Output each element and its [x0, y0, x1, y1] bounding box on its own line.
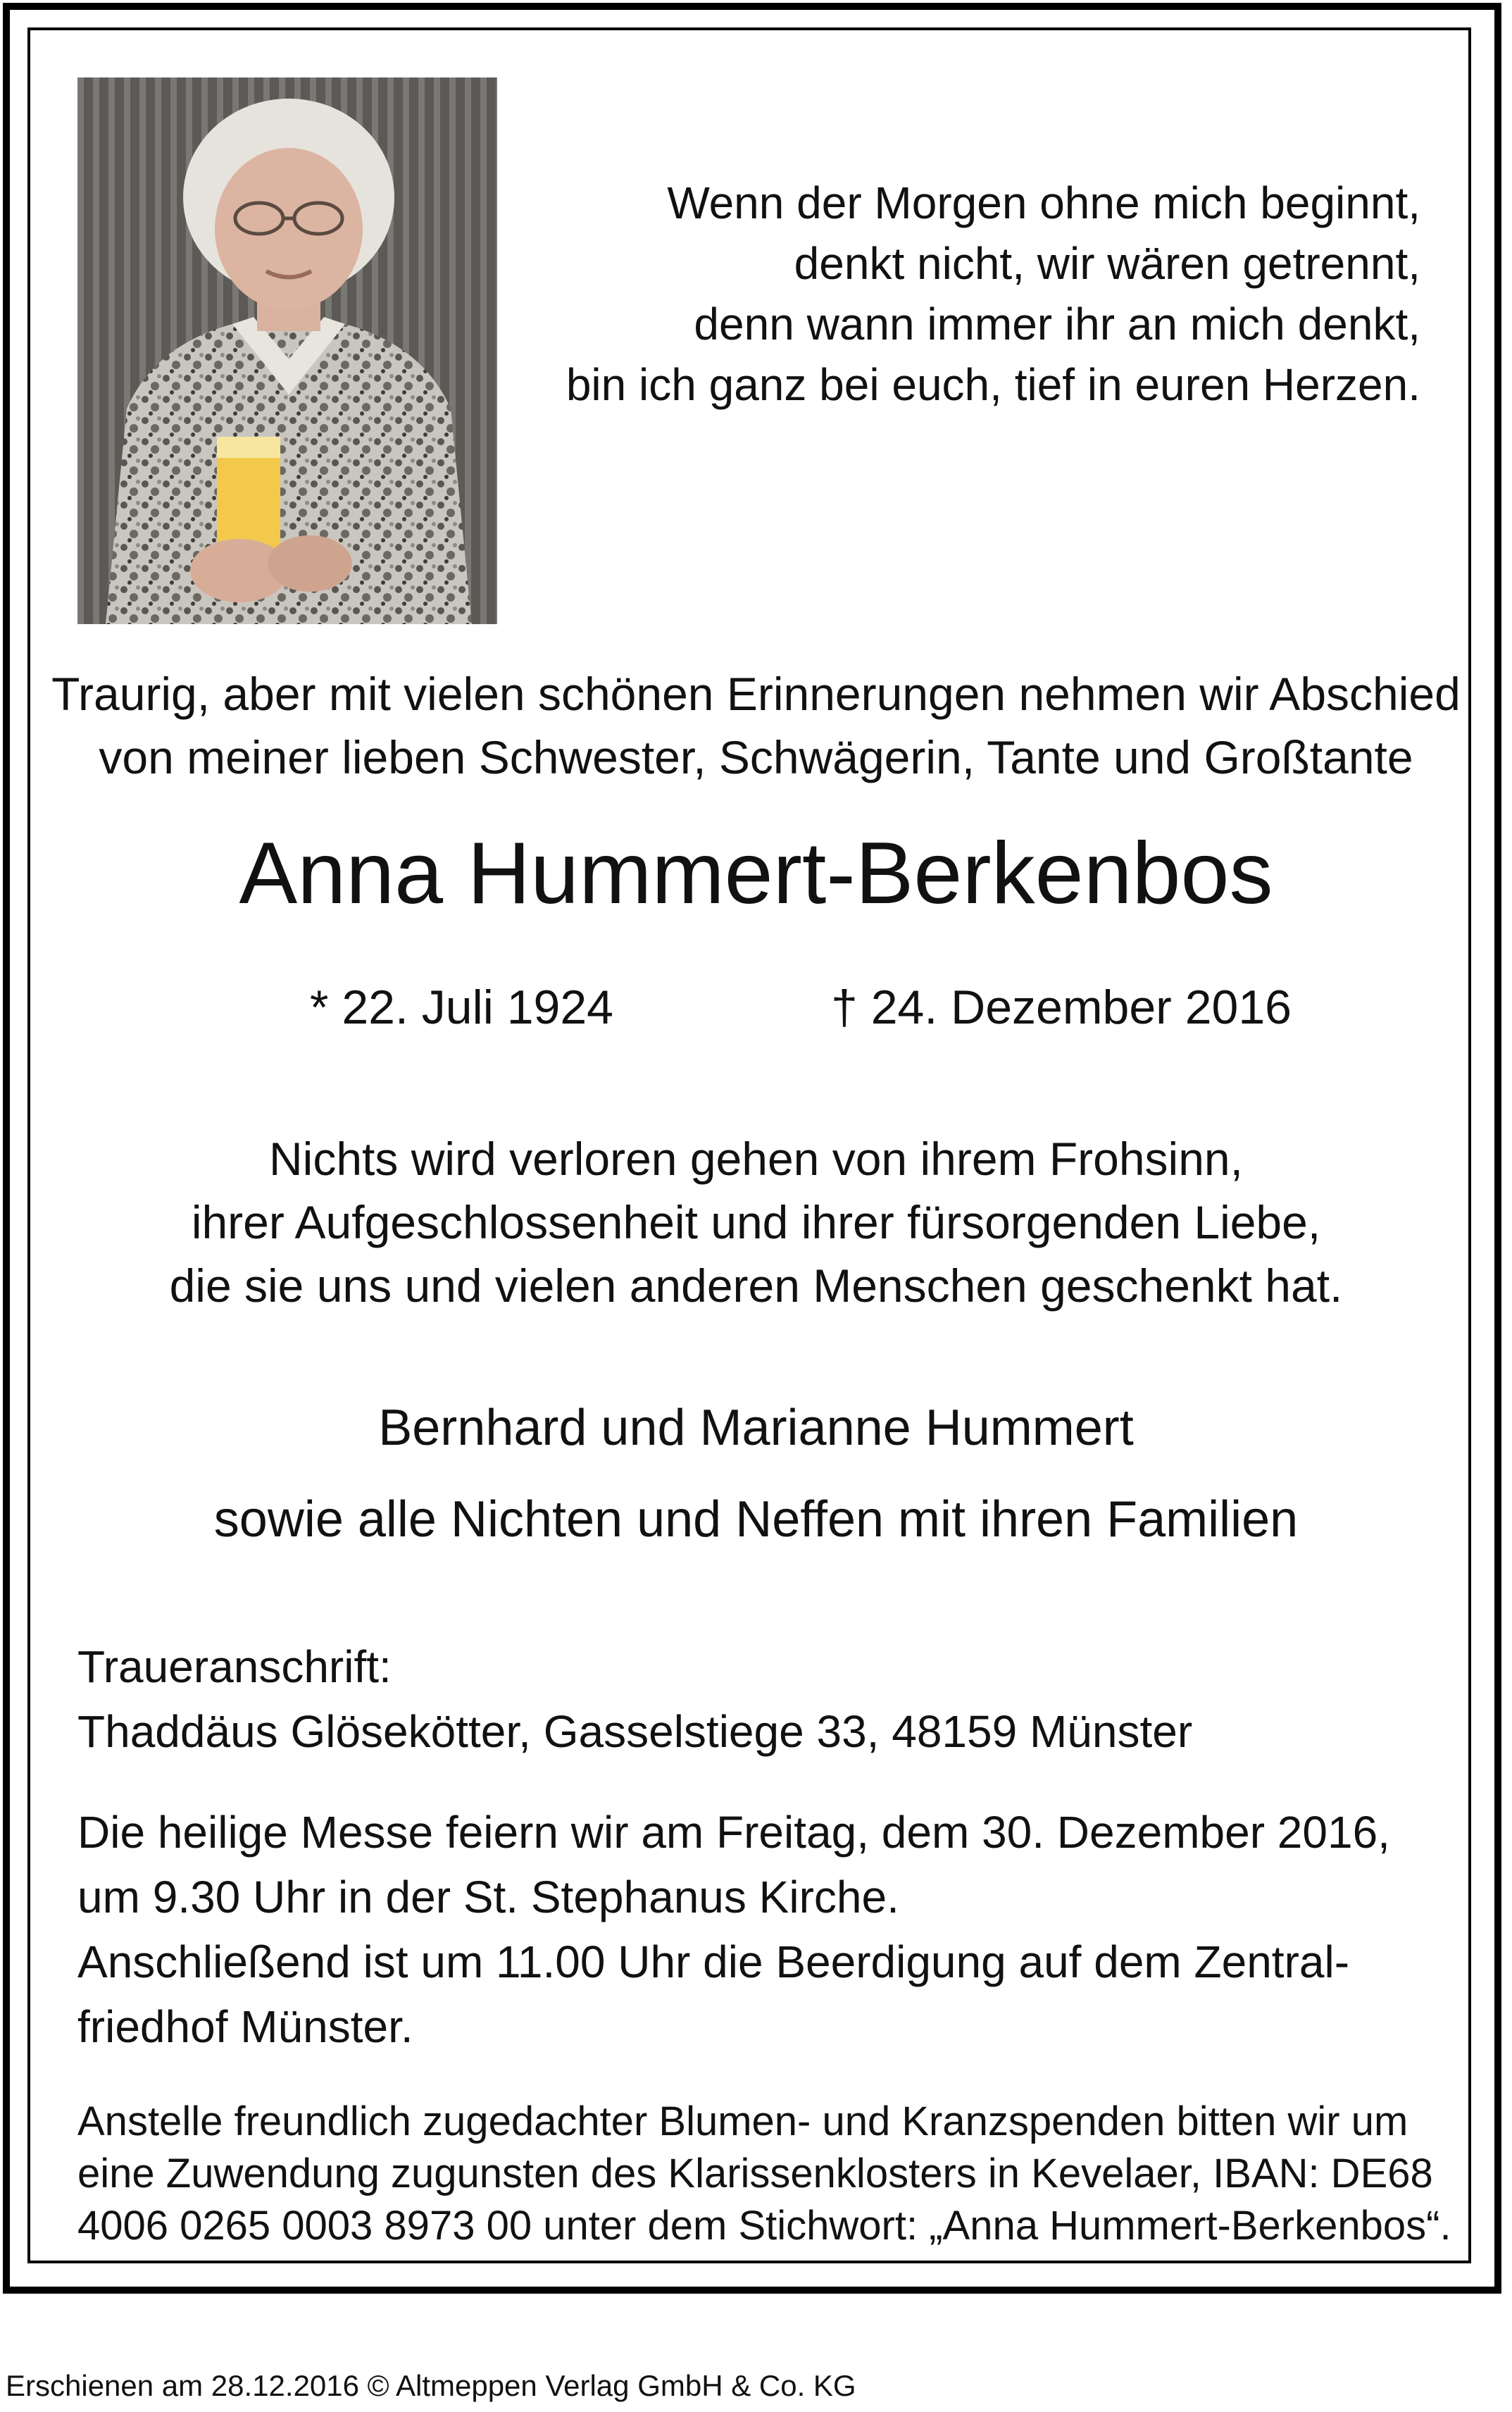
publication-footer: Erschienen am 28.12.2016 © Altmeppen Verlag GmbH & Co. KG — [6, 2369, 856, 2402]
family-names: Bernhard und Marianne Hummert — [378, 1400, 1134, 1456]
intro-line: Traurig, aber mit vielen schönen Erinnerungen nehmen wir Abschied — [51, 668, 1461, 720]
mass-line: Die heilige Messe feiern wir am Freitag, dem 30. Dezember 2016, — [77, 1807, 1390, 1858]
intro-text — [0, 662, 1512, 789]
poem-line: Wenn der Morgen ohne mich beginnt, — [667, 178, 1420, 228]
poem-line: denkt nicht, wir wären getrennt, — [794, 238, 1420, 289]
donation-line: Anstelle freundlich zugedachter Blumen- und Kranzspenden bitten wir um — [77, 2099, 1408, 2144]
death-date: † 24. Dezember 2016 — [831, 981, 1292, 1034]
donation-line: 4006 0265 0003 8973 00 unter dem Stichwort: „Anna Hummert-Berkenbos“. — [77, 2203, 1451, 2249]
funeral-mass-info — [77, 1800, 1390, 2059]
address-label: Traueranschrift: — [77, 1641, 392, 1692]
intro-line: von meiner lieben Schwester, Schwägerin, Tante und Großtante — [99, 731, 1413, 783]
life-dates — [0, 976, 1512, 1039]
mass-line: um 9.30 Uhr in der St. Stephanus Kirche. — [77, 1872, 899, 1922]
donation-line: eine Zuwendung zugunsten des Klarissenklosters in Kevelaer, IBAN: DE68 — [77, 2151, 1433, 2196]
mass-line: Anschließend ist um 11.00 Uhr die Beerdigung auf dem Zentral- — [77, 1937, 1349, 1987]
birth-date: * 22. Juli 1924 — [310, 981, 613, 1034]
mourning-address — [77, 1634, 1192, 1764]
mass-line: friedhof Münster. — [77, 2001, 413, 2052]
poem — [566, 173, 1420, 415]
family-extended: sowie alle Nichten und Neffen mit ihren Familien — [213, 1491, 1299, 1548]
verse-line: ihrer Aufgeschlossenheit und ihrer fürsorgenden Liebe, — [191, 1196, 1321, 1248]
address-value: Thaddäus Glösekötter, Gasselstiege 33, 48159 Münster — [77, 1706, 1193, 1757]
verse-line: Nichts wird verloren gehen von ihrem Frohsinn, — [269, 1133, 1243, 1185]
donation-note — [77, 2096, 1451, 2252]
verse-line: die sie uns und vielen anderen Menschen geschenkt hat. — [169, 1260, 1343, 1312]
deceased-name: Anna Hummert-Berkenbos — [239, 825, 1273, 922]
memorial-verse — [0, 1127, 1512, 1317]
portrait-photo — [77, 77, 497, 624]
poem-line: denn wann immer ihr an mich denkt, — [694, 299, 1420, 349]
poem-line: bin ich ganz bei euch, tief in euren Herzen. — [566, 359, 1420, 410]
